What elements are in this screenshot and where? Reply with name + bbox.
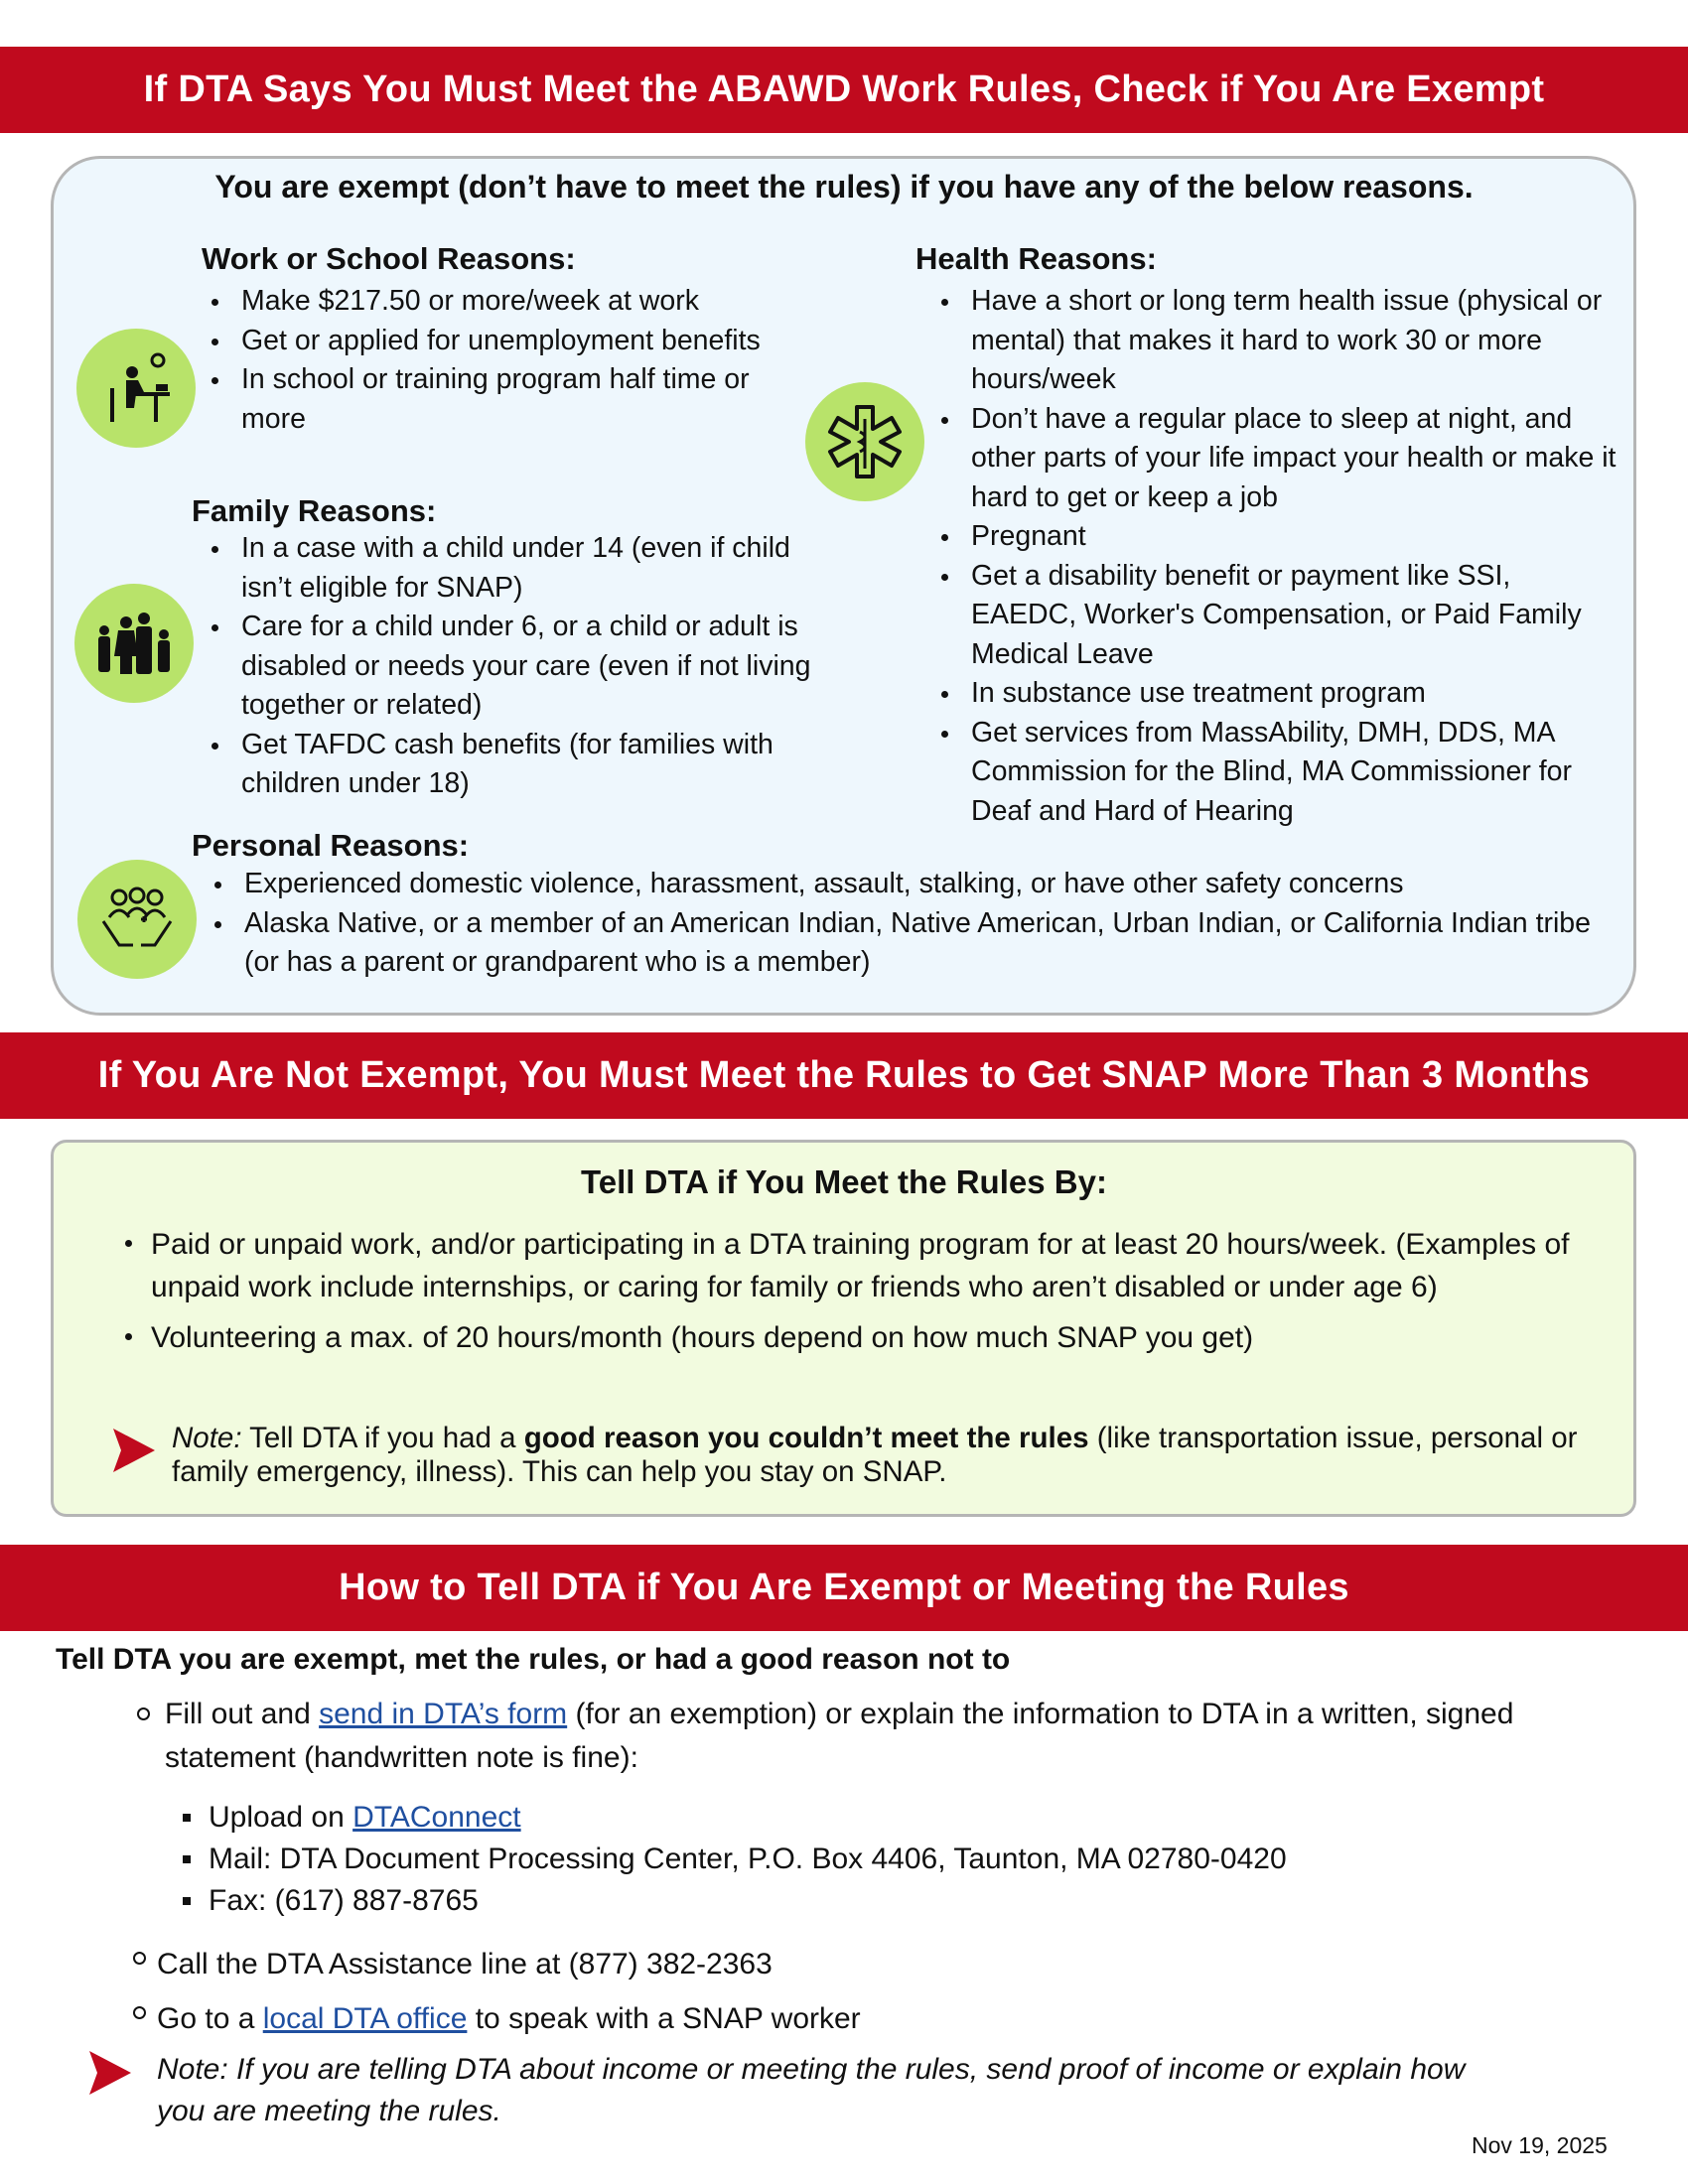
list-item: Paid or unpaid work, and/or participating in a DTA training program for at least 20 hours/week. (Examples of unpaid work include internships, or caring for family or friends who aren’t disabled or under age 6): [117, 1223, 1587, 1308]
protected-people-icon: [77, 860, 197, 979]
how-heading: Tell DTA you are exempt, met the rules, or had a good reason not to: [56, 1643, 1011, 1676]
family-list: [204, 529, 839, 804]
list-item-mail: Mail: DTA Document Processing Center, P.O. Box 4406, Taunton, MA 02780-0420: [175, 1839, 1615, 1880]
health-list: [933, 282, 1618, 831]
submit-methods-list: [175, 1797, 1615, 1922]
personal-list: [207, 865, 1597, 983]
chevron-arrow-icon: [109, 1427, 157, 1474]
chevron-arrow-icon: [85, 2049, 133, 2097]
work-list: [204, 282, 819, 439]
exempt-intro: You are exempt (don’t have to meet the rules) if you have any of the below reasons.: [214, 169, 1474, 205]
banner-how-to-tell: How to Tell DTA if You Are Exempt or Meeting the Rules: [0, 1545, 1688, 1631]
rules-heading: Tell DTA if You Meet the Rules By:: [581, 1163, 1107, 1200]
date: Nov 19, 2025: [1472, 2132, 1608, 2158]
list-item: Get services from MassAbility, DMH, DDS, MA Commission for the Blind, MA Commissioner for Deaf and Hard of Hearing: [933, 714, 1618, 832]
list-item: Volunteering a max. of 20 hours/month (hours depend on how much SNAP you get): [117, 1316, 1587, 1359]
list-item-fax: Fax: (617) 887-8765: [175, 1880, 1615, 1922]
health-heading: Health Reasons:: [915, 241, 1157, 276]
list-item-call: Call the DTA Assistance line at (877) 382-2363: [125, 1937, 1615, 1991]
list-item-form: Fill out and send in DTA’s form (for an exemption) or explain the information to DTA in a written, signed statement (handwritten note is fine):: [129, 1693, 1638, 1780]
list-item: Have a short or long term health issue (physical or mental) that makes it hard to work 30 or more hours/week: [933, 282, 1618, 400]
list-item: Experienced domestic violence, harassment, assault, stalking, or have other safety concerns: [207, 865, 1597, 904]
local-office-link[interactable]: local DTA office: [262, 2002, 468, 2035]
list-item-upload: Upload on DTAConnect: [175, 1797, 1615, 1839]
list-item: Alaska Native, or a member of an American Indian, Native American, Urban Indian, or California Indian tribe (or has a parent or grandparent who is a member): [207, 904, 1597, 983]
send-form-link[interactable]: send in DTA’s form: [319, 1698, 568, 1730]
banner-not-exempt: If You Are Not Exempt, You Must Meet the Rules to Get SNAP More Than 3 Months: [0, 1032, 1688, 1119]
rules-note: Note: Tell DTA if you had a good reason you couldn’t meet the rules (like transportation issue, personal or family emergency, illness). This can help you stay on SNAP.: [172, 1422, 1578, 1488]
list-item: Get or applied for unemployment benefits: [204, 322, 819, 361]
how-list: [129, 1693, 1638, 1780]
dtaconnect-link[interactable]: DTAConnect: [352, 1801, 521, 1834]
list-item-office: Go to a local DTA office to speak with a SNAP worker: [125, 1991, 1615, 2046]
list-item: Don’t have a regular place to sleep at night, and other parts of your life impact your health or make it hard to get or keep a job: [933, 400, 1618, 518]
family-icon: [74, 584, 194, 703]
worker-desk-icon: [76, 329, 196, 448]
banner-exempt: If DTA Says You Must Meet the ABAWD Work Rules, Check if You Are Exempt: [0, 47, 1688, 133]
list-item: Care for a child under 6, or a child or adult is disabled or needs your care (even if not living together or related): [204, 608, 839, 726]
rules-list: [117, 1223, 1587, 1359]
list-item: Get a disability benefit or payment like SSI, EAEDC, Worker's Compensation, or Paid Family Medical Leave: [933, 557, 1618, 675]
list-item: Pregnant: [933, 517, 1618, 557]
how-note: Note: If you are telling DTA about income or meeting the rules, send proof of income or explain how you are meeting the rules.: [157, 2053, 1466, 2127]
family-heading: Family Reasons:: [192, 493, 437, 528]
work-heading: Work or School Reasons:: [202, 241, 576, 276]
medical-star-icon: [805, 382, 924, 501]
list-item: In substance use treatment program: [933, 674, 1618, 714]
list-item: Make $217.50 or more/week at work: [204, 282, 819, 322]
personal-heading: Personal Reasons:: [192, 828, 470, 863]
contact-list: [125, 1937, 1615, 2046]
list-item: In a case with a child under 14 (even if child isn’t eligible for SNAP): [204, 529, 839, 608]
list-item: Get TAFDC cash benefits (for families with children under 18): [204, 726, 839, 804]
list-item: In school or training program half time or more: [204, 360, 819, 439]
